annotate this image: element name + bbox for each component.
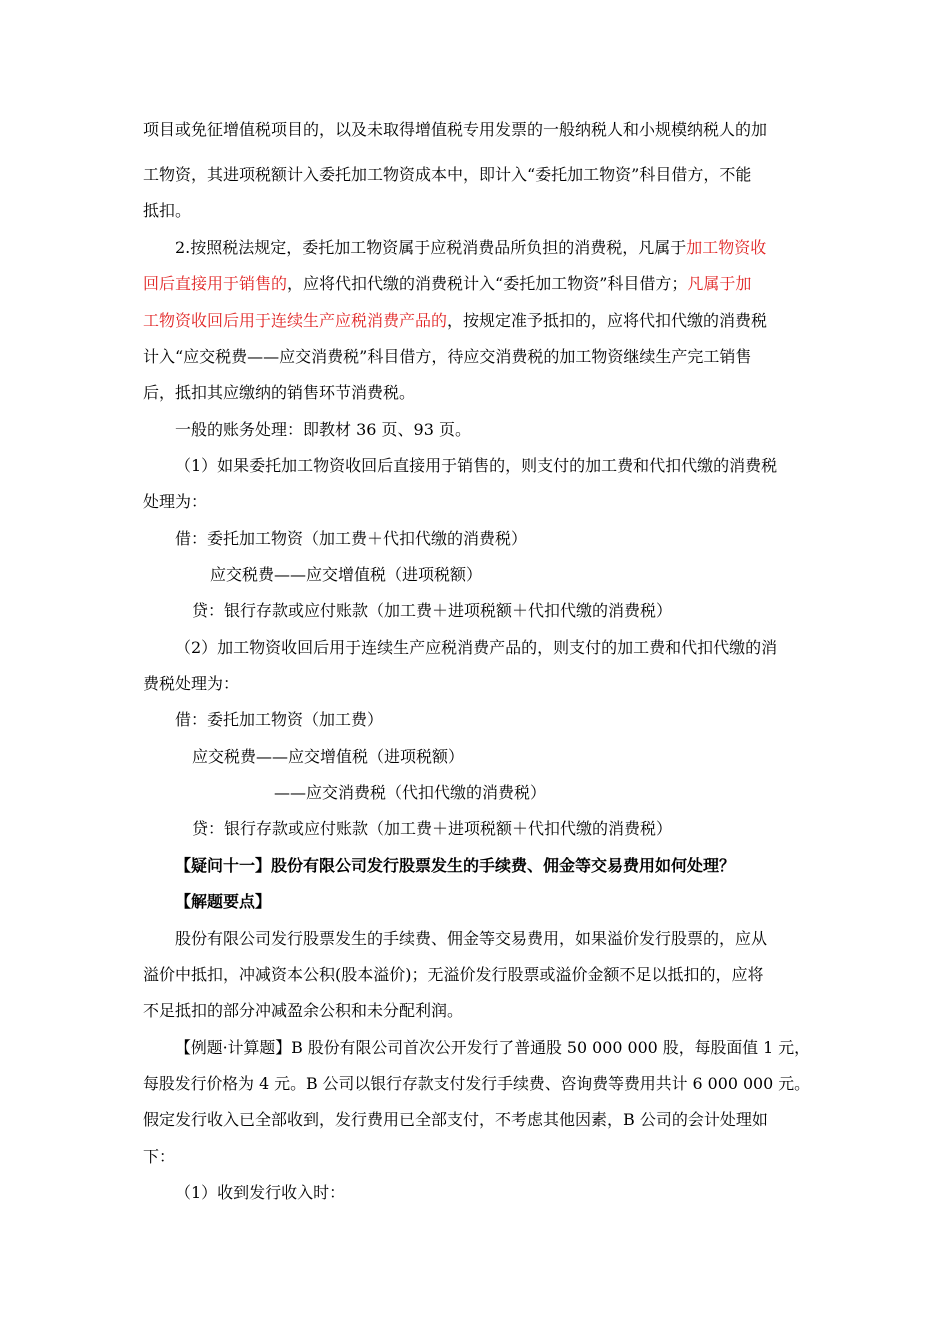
case-2-line-1: （2）加工物资收回后用于连续生产应税消费产品的，则支付的加工费和代扣代缴的消 [175,638,778,657]
paragraph-2-text: ，应将代扣代缴的消费税计入“委托加工物资”科目借方； [287,274,688,293]
example-line-1: 【例题·计算题】B 股份有限公司首次公开发行了普通股 50 000 000 股，每股面值 1 元， [175,1038,811,1057]
highlight-text: 回后直接用于销售的 [143,274,288,293]
paragraph-2-line-4: 计入“应交税费——应交消费税”科目借方，待应交消费税的加工物资继续生产完工销售 [143,347,752,366]
example-line-2: 每股发行价格为 4 元。B 公司以银行存款支付发行手续费、咨询费等费用共计 6 000 000 元。 [143,1074,811,1093]
case-1-credit-entry: 贷：银行存款或应付账款（加工费＋进项税额＋代扣代缴的消费税） [192,601,673,620]
case-1-line-1: （1）如果委托加工物资收回后直接用于销售的，则支付的加工费和代扣代缴的消费税 [175,456,778,475]
example-line-4: 下： [143,1147,176,1166]
key-points-heading: 【解题要点】 [175,892,272,911]
paragraph-1-line-2: 工物资，其进项税额计入委托加工物资成本中，即计入“委托加工物资”科目借方，不能 [143,165,752,184]
answer-line-2: 溢价中抵扣，冲减资本公积(股本溢价)；无溢价发行股票或溢价金额不足以抵扣的，应将 [143,965,764,984]
paragraph-2-line-2 [143,269,751,299]
highlight-text: 工物资收回后用于连续生产应税消费产品的 [143,311,448,330]
case-2-debit-entry-2: 应交税费——应交增值税（进项税额） [192,747,465,766]
case-2-debit-entry: 借：委托加工物资（加工费） [175,710,384,729]
paragraph-2-line-3 [143,306,767,336]
example-line-3: 假定发行收入已全部收到，发行费用已全部支付，不考虑其他因素，B 公司的会计处理如 [143,1110,768,1129]
case-2-debit-entry-3: ——应交消费税（代扣代缴的消费税） [274,783,547,802]
case-2-credit-entry: 贷：银行存款或应付账款（加工费＋进项税额＋代扣代缴的消费税） [192,819,673,838]
highlight-text: 加工物资收 [686,238,767,257]
case-1-line-2: 处理为： [143,492,208,511]
highlight-text: 凡属于加 [687,274,752,293]
general-processing-line: 一般的账务处理：即教材 36 页、93 页。 [175,420,471,439]
case-1-debit-entry: 借：委托加工物资（加工费＋代扣代缴的消费税） [175,529,528,548]
paragraph-2-text: ，按规定准予抵扣的，应将代扣代缴的消费税 [447,311,768,330]
case-1-debit-entry-2: 应交税费——应交增值税（进项税额） [210,565,483,584]
answer-line-1: 股份有限公司发行股票发生的手续费、佣金等交易费用，如果溢价发行股票的，应从 [175,929,768,948]
paragraph-2-line-5: 后，抵扣其应缴纳的销售环节消费税。 [143,383,416,402]
paragraph-1-line-3: 抵扣。 [143,201,192,220]
answer-line-3: 不足抵扣的部分冲减盈余公积和未分配利润。 [143,1001,464,1020]
paragraph-1-line-1: 项目或免征增值税项目的，以及未取得增值税专用发票的一般纳税人和小规模纳税人的加 [143,120,768,139]
question-11-heading: 【疑问十一】股份有限公司发行股票发生的手续费、佣金等交易费用如何处理？ [175,856,736,875]
case-2-line-2: 费税处理为： [143,674,240,693]
paragraph-2-line-1 [175,233,766,263]
paragraph-2-text: 2.按照税法规定，委托加工物资属于应税消费品所负担的消费税，凡属于 [175,238,687,257]
example-step-1: （1）收到发行收入时： [175,1183,346,1202]
